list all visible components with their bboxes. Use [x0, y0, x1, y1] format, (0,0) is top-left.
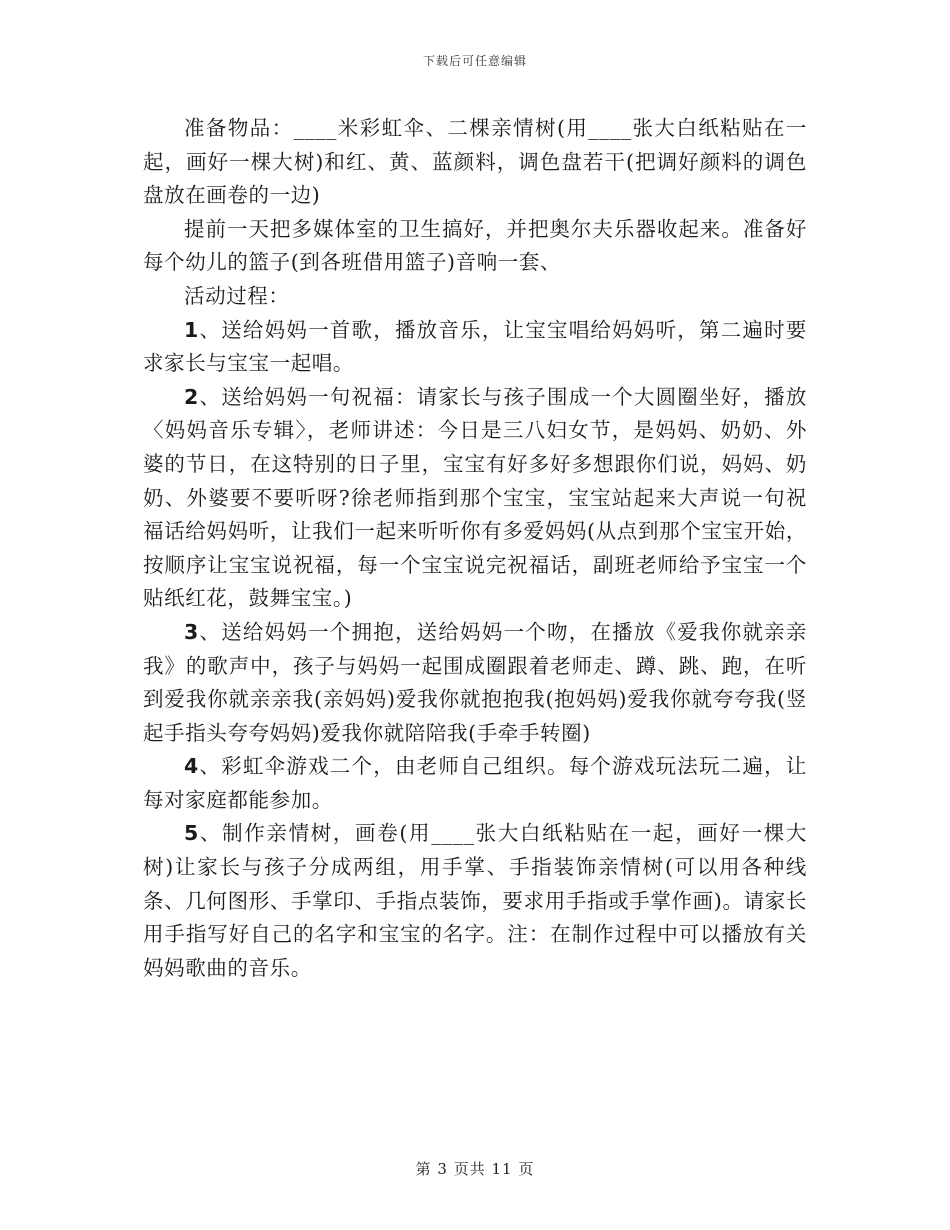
paragraph-step-3 — [143, 616, 807, 750]
paragraph-process-heading — [143, 280, 807, 314]
paragraph-text: 提前一天把多媒体室的卫生搞好，并把奥尔夫乐器收起来。准备好每个幼儿的篮子(到各班借用篮子)音响一套、 — [143, 216, 807, 275]
paragraph-text: 、制作亲情树，画卷(用____张大白纸粘贴在一起，画好一棵大树)让家长与孩子分成两组，用手掌、手指装饰亲情树(可以用各种线条、几何图形、手掌印、手指点装饰，要求用手指或手掌作画)。请家长用手指写好自己的名字和宝宝的名字。注：在制作过程中可以播放有关妈妈歌曲的音乐。 — [143, 821, 807, 980]
paragraph-text: 、彩虹伞游戏二个，由老师自己组织。每个游戏玩法玩二遍，让每对家庭都能参加。 — [143, 754, 807, 812]
step-number: 3 — [184, 619, 199, 644]
document-body — [143, 112, 807, 985]
paragraph-text: 准备物品：____米彩虹伞、二棵亲情树(用____张大白纸粘贴在一起，画好一棵大树)和红、黄、蓝颜料，调色盘若干(把调好颜料的调色盘放在画卷的一边) — [143, 116, 807, 208]
step-number: 4 — [184, 754, 199, 779]
step-number: 1 — [184, 317, 199, 342]
paragraph-text: 、送给妈妈一个拥抱，送给妈妈一个吻，在播放《爱我你就亲亲我》的歌声中，孩子与妈妈一起围成圈跟着老师走、蹲、跳、跑，在听到爱我你就亲亲我(亲妈妈)爱我你就抱抱我(抱妈妈)爱我你就夸夸我(竖起手指头夸夸妈妈)爱我你就陪陪我(手牵手转圈) — [143, 619, 807, 745]
paragraph-step-4 — [143, 750, 807, 817]
paragraph-step-5 — [143, 817, 807, 985]
paragraph-step-1 — [143, 314, 807, 381]
paragraph-step-2 — [143, 381, 807, 616]
step-number: 2 — [184, 384, 199, 409]
step-number: 5 — [184, 821, 199, 846]
paragraph-text: 、送给妈妈一首歌，播放音乐，让宝宝唱给妈妈听，第二遍时要求家长与宝宝一起唱。 — [143, 317, 807, 376]
paragraph-preparation — [143, 213, 807, 280]
paragraph-text: 、送给妈妈一句祝福：请家长与孩子围成一个大圆圈坐好，播放〈妈妈音乐专辑〉，老师讲述：今日是三八妇女节，是妈妈、奶奶、外婆的节日，在这特别的日子里，宝宝有好多好多想跟你们说，妈妈、奶奶、外婆要不要听呀?徐老师指到那个宝宝，宝宝站起来大声说一句祝福话给妈妈听，让我们一起来听听你有多爱妈妈(从点到那个宝宝开始，按顺序让宝宝说祝福，每一个宝宝说完祝福话，副班老师给予宝宝一个贴纸红花，鼓舞宝宝。) — [143, 384, 807, 611]
paragraph-materials — [143, 112, 807, 213]
page-footer: 第 3 页共 11 页 — [415, 1160, 535, 1178]
page-header: 下载后可任意编辑 — [422, 54, 527, 68]
paragraph-text: 活动过程： — [184, 283, 290, 308]
